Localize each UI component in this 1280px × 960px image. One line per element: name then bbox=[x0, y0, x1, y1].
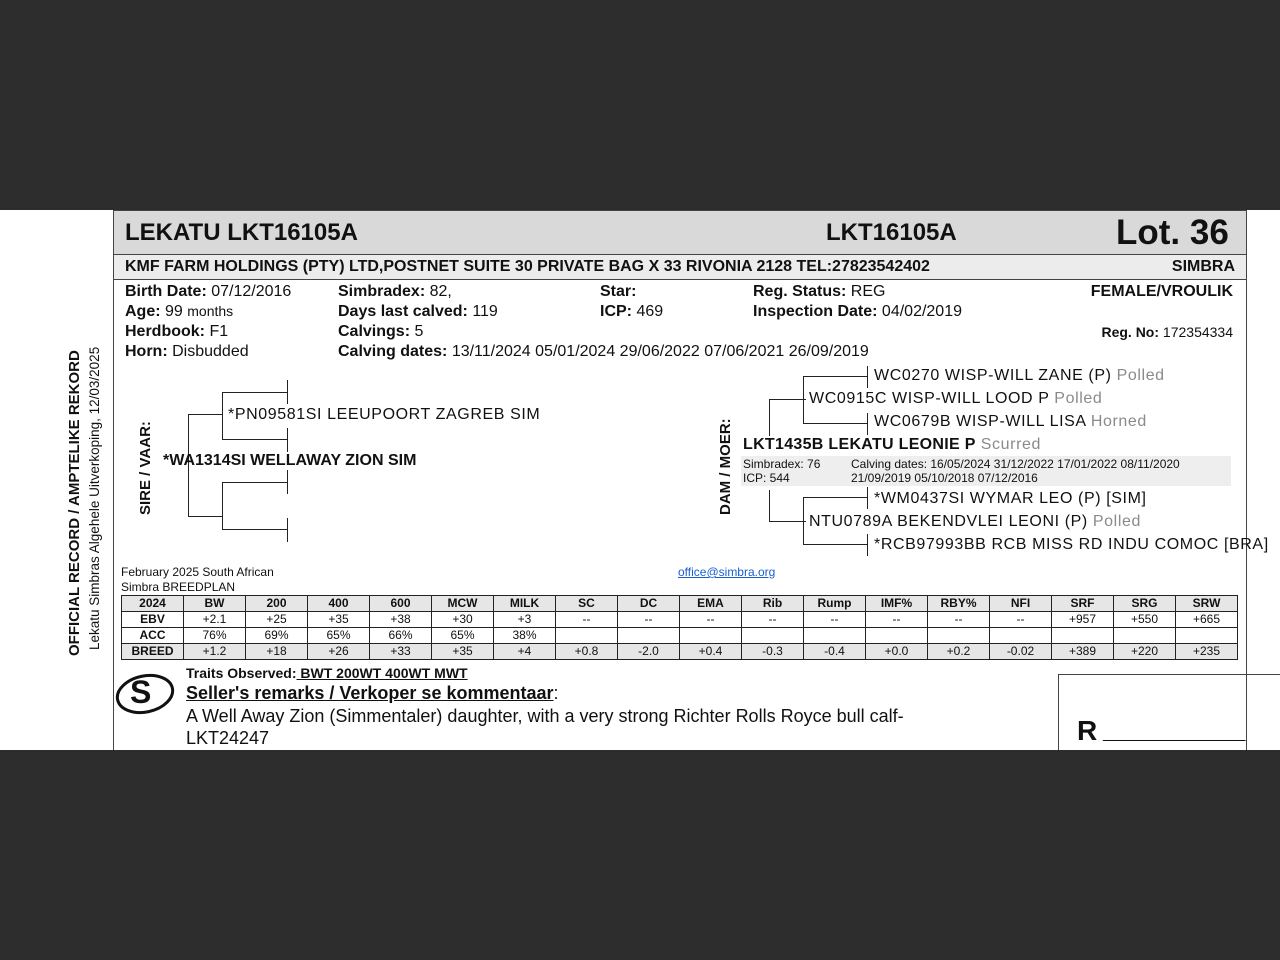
sire-branch-top bbox=[188, 414, 222, 415]
acc-cell: 65% bbox=[308, 628, 370, 644]
official-record-label: OFFICIAL RECORD / AMPTELIKE REKORD bbox=[66, 350, 83, 656]
ebv-cell: +30 bbox=[432, 612, 494, 628]
dam-upper-bracket bbox=[769, 399, 770, 436]
ebv-cell: +25 bbox=[246, 612, 308, 628]
ss-tick-bottom bbox=[287, 428, 288, 452]
sd-bracket bbox=[222, 482, 223, 530]
lot-card-page bbox=[0, 210, 1280, 750]
ebv-cell: -- bbox=[804, 612, 866, 628]
ebv-cell: -- bbox=[556, 612, 618, 628]
breed-cell: +18 bbox=[246, 644, 308, 660]
acc-cell bbox=[1114, 628, 1176, 644]
ebv-header: 400 bbox=[308, 596, 370, 612]
remarks-title: Seller's remarks / Verkoper se kommentaar: bbox=[186, 683, 559, 703]
breed-cell: +35 bbox=[432, 644, 494, 660]
ebv-cell: +3 bbox=[494, 612, 556, 628]
inspection-date: Inspection Date: 04/02/2019 bbox=[753, 303, 962, 320]
ebv-cell: +957 bbox=[1052, 612, 1114, 628]
animal-name: LEKATU LKT16105A bbox=[125, 219, 358, 246]
calving-dates: Calving dates: 13/11/2024 05/01/2024 29/06/2022 07/06/2021 26/09/2019 bbox=[338, 343, 869, 360]
sale-label: Lekatu Simbras Algehele Uitverkoping, 12/03/2025 bbox=[87, 346, 102, 650]
acc-cell bbox=[1052, 628, 1114, 644]
horn: Horn: Disbudded bbox=[125, 343, 249, 360]
ss-top bbox=[222, 392, 288, 393]
acc-cell bbox=[804, 628, 866, 644]
price-currency: R bbox=[1077, 715, 1098, 746]
dam-simbradex: Simbradex: 76 bbox=[743, 457, 821, 471]
animal-id: LKT16105A bbox=[826, 219, 957, 246]
ebv-header: SRW bbox=[1176, 596, 1238, 612]
ebv-cell: +665 bbox=[1176, 612, 1238, 628]
sd-tick-top bbox=[287, 470, 288, 494]
ds-tick-bottom bbox=[867, 413, 868, 435]
dam-name: LKT1435B LEKATU LEONIE P Scurred bbox=[743, 436, 1041, 453]
acc-cell bbox=[556, 628, 618, 644]
breed-cell: BREED bbox=[122, 644, 184, 660]
ds-tick-top bbox=[867, 366, 868, 388]
ebv-header: Rib bbox=[742, 596, 804, 612]
breed-cell: +0.0 bbox=[866, 644, 928, 660]
breed-cell: +4 bbox=[494, 644, 556, 660]
breed-cell: +26 bbox=[308, 644, 370, 660]
ds-bracket bbox=[803, 376, 804, 424]
acc-cell bbox=[990, 628, 1052, 644]
simbradex: Simbradex: 82, bbox=[338, 283, 452, 300]
ebv-header: SC bbox=[556, 596, 618, 612]
remarks-line2: LKT24247 bbox=[186, 728, 270, 748]
ebv-cell: +38 bbox=[370, 612, 432, 628]
dam-sire-sire: WC0270 WISP-WILL ZANE (P) Polled bbox=[874, 367, 1165, 384]
dam-sire-dam: WC0679B WISP-WILL LISA Horned bbox=[874, 413, 1147, 430]
days-last-calved: Days last calved: 119 bbox=[338, 303, 498, 320]
ebv-header: NFI bbox=[990, 596, 1052, 612]
acc-cell bbox=[1176, 628, 1238, 644]
breed-cell: +33 bbox=[370, 644, 432, 660]
sd-bottom bbox=[222, 529, 288, 530]
sex: FEMALE/VROULIK bbox=[1090, 283, 1233, 300]
ebv-cell: +35 bbox=[308, 612, 370, 628]
ebv-header: Rump bbox=[804, 596, 866, 612]
reg-no: Reg. No: 172354334 bbox=[1101, 324, 1233, 340]
traits-observed: Traits Observed: BWT 200WT 400WT MWT bbox=[186, 665, 468, 681]
ebv-cell: -- bbox=[742, 612, 804, 628]
ss-bracket bbox=[222, 392, 223, 440]
dam-lower-bracket bbox=[769, 490, 770, 522]
sire-branch-bottom bbox=[188, 516, 222, 517]
acc-cell bbox=[866, 628, 928, 644]
breed-cell: +389 bbox=[1052, 644, 1114, 660]
dam-calving-dates-cont: 21/09/2019 05/10/2018 07/12/2016 bbox=[851, 471, 1038, 485]
ebv-cell: +2.1 bbox=[184, 612, 246, 628]
star-label: Star: bbox=[600, 283, 637, 300]
sire-sire: *PN09581SI LEEUPOORT ZAGREB SIM bbox=[228, 406, 541, 423]
icp: ICP: 469 bbox=[600, 303, 664, 320]
lot-number: Lot. 36 bbox=[1116, 213, 1229, 252]
breedplan-line2: Simbra BREEDPLAN bbox=[121, 580, 236, 594]
ebv-header: RBY% bbox=[928, 596, 990, 612]
birth-date: Birth Date: 07/12/2016 bbox=[125, 283, 292, 300]
breed-cell: +1.2 bbox=[184, 644, 246, 660]
breed-cell: +0.4 bbox=[680, 644, 742, 660]
ebv-header-row bbox=[122, 596, 1238, 612]
remarks-line1: A Well Away Zion (Simmentaler) daughter, with a very strong Richter Rolls Royce bull calf- bbox=[186, 706, 904, 726]
ebv-cell: -- bbox=[990, 612, 1052, 628]
dam-dam-dam: *RCB97993BB RCB MISS RD INDU COMOC [BRA] bbox=[874, 536, 1269, 553]
sire-name: *WA1314SI WELLAWAY ZION SIM bbox=[163, 452, 417, 469]
ebv-header: 600 bbox=[370, 596, 432, 612]
acc-cell bbox=[742, 628, 804, 644]
acc-row bbox=[122, 628, 1238, 644]
dam-detail-box bbox=[741, 456, 1231, 486]
ss-bottom bbox=[222, 439, 288, 440]
ebv-cell: EBV bbox=[122, 612, 184, 628]
acc-cell: 69% bbox=[246, 628, 308, 644]
acc-cell: 38% bbox=[494, 628, 556, 644]
breed-row bbox=[122, 644, 1238, 660]
price-blank: ________________ bbox=[1103, 725, 1246, 742]
breed-cell: +235 bbox=[1176, 644, 1238, 660]
breed-cell: -0.4 bbox=[804, 644, 866, 660]
acc-cell: 65% bbox=[432, 628, 494, 644]
ebv-header: BW bbox=[184, 596, 246, 612]
reg-status: Reg. Status: REG bbox=[753, 283, 886, 300]
dam-upper-branch bbox=[769, 399, 806, 400]
sd-tick-bottom bbox=[287, 518, 288, 542]
owner-address: KMF FARM HOLDINGS (PTY) LTD,POSTNET SUITE 30 PRIVATE BAG X 33 RIVONIA 2128 TEL:27823542402 bbox=[125, 258, 930, 275]
ebv-cell: -- bbox=[680, 612, 742, 628]
ebv-cell: -- bbox=[928, 612, 990, 628]
calvings: Calvings: 5 bbox=[338, 323, 424, 340]
ebv-header: MILK bbox=[494, 596, 556, 612]
herdbook: Herdbook: F1 bbox=[125, 323, 229, 340]
ebv-header: MCW bbox=[432, 596, 494, 612]
breed-cell: -0.02 bbox=[990, 644, 1052, 660]
acc-cell: 66% bbox=[370, 628, 432, 644]
acc-cell bbox=[928, 628, 990, 644]
ebv-cell: +550 bbox=[1114, 612, 1176, 628]
ebv-header: SRG bbox=[1114, 596, 1176, 612]
ebv-cell: -- bbox=[866, 612, 928, 628]
ebv-table bbox=[121, 595, 1238, 660]
breed-cell: -0.3 bbox=[742, 644, 804, 660]
ebv-cell: -- bbox=[618, 612, 680, 628]
breed-label: SIMBRA bbox=[1171, 258, 1235, 275]
acc-cell: ACC bbox=[122, 628, 184, 644]
logo-letter: S bbox=[130, 674, 152, 710]
dd-tick-top bbox=[867, 487, 868, 509]
breed-cell: -2.0 bbox=[618, 644, 680, 660]
ebv-header: EMA bbox=[680, 596, 742, 612]
ds-top bbox=[803, 376, 867, 377]
ebv-header: 200 bbox=[246, 596, 308, 612]
ebv-header: DC bbox=[618, 596, 680, 612]
ds-bottom bbox=[803, 423, 867, 424]
owner-bar bbox=[114, 255, 1246, 280]
dam-sire: WC0915C WISP-WILL LOOD P Polled bbox=[809, 390, 1103, 407]
sd-top bbox=[222, 482, 288, 483]
dam-lower-branch bbox=[769, 521, 806, 522]
email-link[interactable]: office@simbra.org bbox=[678, 565, 776, 579]
acc-cell: 76% bbox=[184, 628, 246, 644]
dam-label: DAM / MOER: bbox=[717, 418, 734, 515]
dd-bracket bbox=[803, 497, 804, 545]
breed-cell: +220 bbox=[1114, 644, 1176, 660]
dam-calving-dates: Calving dates: 16/05/2024 31/12/2022 17/01/2022 08/11/2020 bbox=[851, 457, 1180, 471]
acc-cell bbox=[618, 628, 680, 644]
price-box[interactable] bbox=[1058, 674, 1280, 750]
sire-label: SIRE / VAAR: bbox=[137, 421, 154, 515]
breed-cell: +0.2 bbox=[928, 644, 990, 660]
dd-bottom bbox=[803, 544, 867, 545]
dam-icp: ICP: 544 bbox=[743, 471, 790, 485]
dd-top bbox=[803, 497, 867, 498]
dam-dam: NTU0789A BEKENDVLEI LEONI (P) Polled bbox=[809, 513, 1141, 530]
acc-cell bbox=[680, 628, 742, 644]
ebv-row bbox=[122, 612, 1238, 628]
age: Age: 99 months bbox=[125, 303, 234, 320]
dd-tick-bottom bbox=[867, 534, 868, 556]
ebv-header: 2024 bbox=[122, 596, 184, 612]
dam-dam-sire: *WM0437SI WYMAR LEO (P) [SIM] bbox=[874, 490, 1147, 507]
ss-tick-top bbox=[287, 380, 288, 404]
header-bar bbox=[114, 211, 1246, 255]
ebv-header: IMF% bbox=[866, 596, 928, 612]
simbra-logo-icon bbox=[114, 672, 170, 716]
ebv-header: SRF bbox=[1052, 596, 1114, 612]
breed-cell: +0.8 bbox=[556, 644, 618, 660]
breedplan-line1: February 2025 South African bbox=[121, 565, 274, 579]
